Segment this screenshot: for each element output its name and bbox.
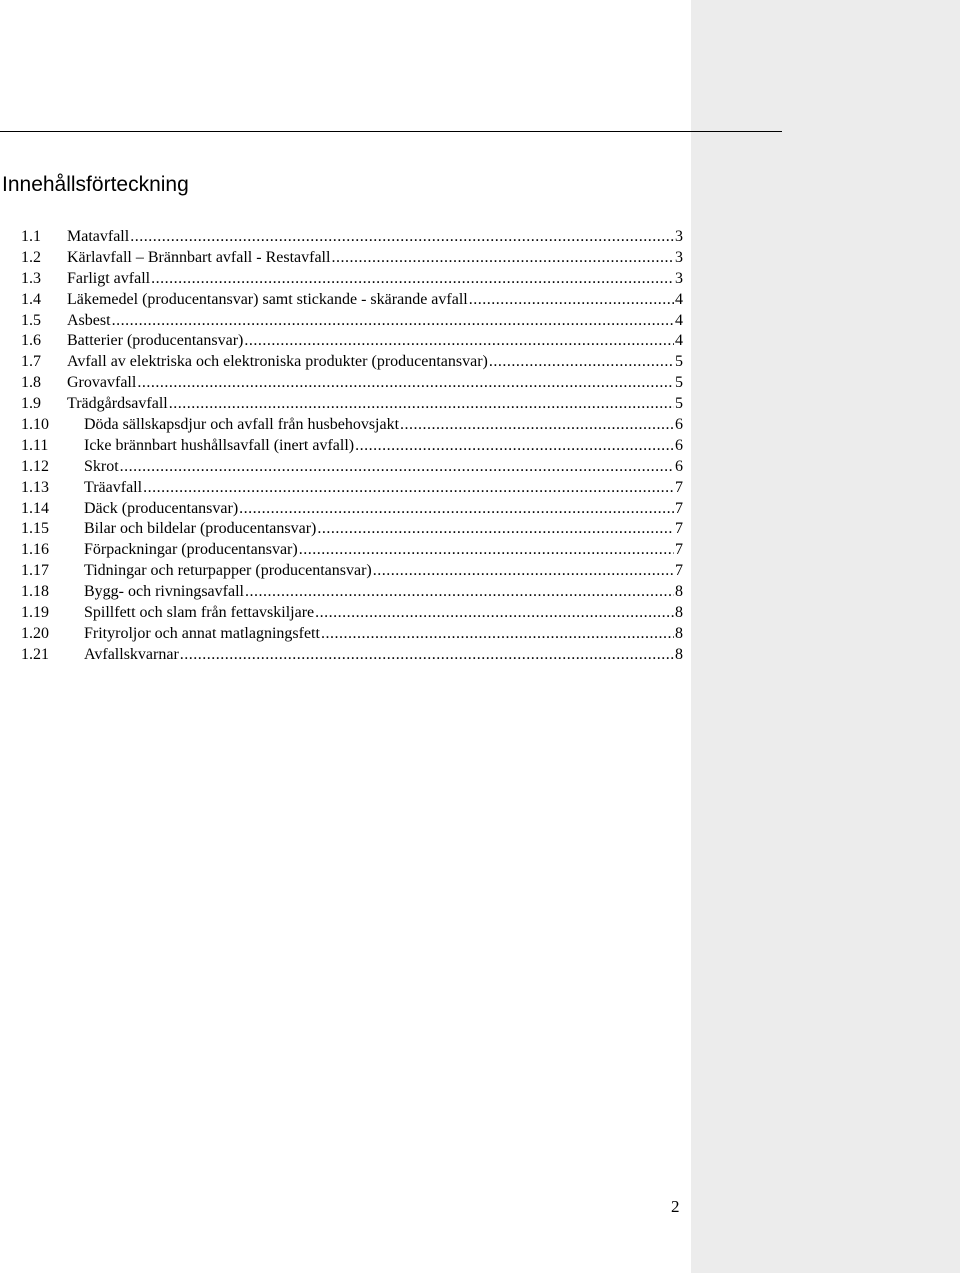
- toc-entry-body: [67, 248, 683, 269]
- toc-entry-number: 1.15: [21, 520, 49, 538]
- toc-entry-title[interactable]: Asbest: [67, 311, 111, 329]
- toc-dot-leader: [355, 436, 674, 457]
- toc-entry-number: 1.7: [21, 353, 41, 371]
- toc-entry-page: 5: [675, 395, 683, 413]
- toc-entry[interactable]: [21, 352, 683, 373]
- comment-margin-pane: [691, 0, 960, 1273]
- toc-entry-page: 4: [675, 290, 683, 308]
- toc-entry-page: 8: [675, 624, 683, 642]
- toc-entry-number: 1.9: [21, 395, 41, 413]
- toc-entry[interactable]: [21, 227, 683, 248]
- toc-entry[interactable]: [21, 582, 683, 603]
- toc-entry-title[interactable]: Icke brännbart hushållsavfall (inert avfall): [84, 436, 355, 454]
- toc-dot-leader: [130, 227, 674, 248]
- toc-entry-page: 6: [675, 457, 683, 475]
- toc-entry[interactable]: [21, 478, 683, 499]
- toc-dot-leader: [169, 394, 674, 415]
- toc-entry-body: [84, 624, 683, 645]
- toc-entry-title[interactable]: Kärlavfall – Brännbart avfall - Restavfall: [67, 248, 331, 266]
- toc-entry[interactable]: [21, 248, 683, 269]
- toc-entry[interactable]: [21, 415, 683, 436]
- toc-entry-body: [84, 540, 683, 561]
- toc-entry-number: 1.16: [21, 541, 49, 559]
- toc-entry-number: 1.19: [21, 604, 49, 622]
- toc-entry-page: 5: [675, 353, 683, 371]
- toc-entry-page: 7: [675, 478, 683, 496]
- toc-entry-page: 8: [675, 583, 683, 601]
- toc-entry-body: [67, 290, 683, 311]
- toc-entry-title[interactable]: Skrot: [84, 457, 119, 475]
- toc-entry-number: 1.21: [21, 645, 49, 663]
- toc-entry-title[interactable]: Frityroljor och annat matlagningsfett: [84, 624, 320, 642]
- toc-entry-page: 3: [675, 269, 683, 287]
- toc-dot-leader: [373, 561, 674, 582]
- toc-entry-body: [84, 561, 683, 582]
- toc-entry-body: [67, 227, 683, 248]
- toc-entry-body: [67, 311, 683, 332]
- toc-entry-number: 1.13: [21, 478, 49, 496]
- toc-entry-title[interactable]: Däck (producentansvar): [84, 499, 239, 517]
- toc-entry[interactable]: [21, 394, 683, 415]
- toc-dot-leader: [239, 499, 674, 520]
- toc-entry-title[interactable]: Spillfett och slam från fettavskiljare: [84, 604, 315, 622]
- toc-entry-title[interactable]: Grovavfall: [67, 374, 137, 392]
- toc-entry-title[interactable]: Träavfall: [84, 478, 143, 496]
- toc-entry[interactable]: [21, 457, 683, 478]
- toc-entry-body: [67, 331, 683, 352]
- toc-entry-page: 7: [675, 562, 683, 580]
- toc-entry-number: 1.20: [21, 624, 49, 642]
- toc-entry-title[interactable]: Trädgårdsavfall: [67, 395, 168, 413]
- toc-entry-body: [84, 478, 683, 499]
- toc-entry-page: 6: [675, 436, 683, 454]
- toc-entry-number: 1.14: [21, 499, 49, 517]
- toc-dot-leader: [112, 311, 674, 332]
- toc-dot-leader: [321, 624, 674, 645]
- toc-entry-number: 1.1: [21, 228, 41, 245]
- toc-entry[interactable]: [21, 311, 683, 332]
- toc-dot-leader: [180, 645, 674, 666]
- toc-entry-number: 1.6: [21, 332, 41, 350]
- toc-entry-page: 4: [675, 332, 683, 350]
- toc-entry-body: [84, 436, 683, 457]
- header-rule: [0, 131, 782, 132]
- toc-entry-title[interactable]: Avfallskvarnar: [84, 645, 179, 663]
- toc-entry-number: 1.2: [21, 248, 41, 266]
- toc-entry[interactable]: [21, 269, 683, 290]
- page-number: 2: [671, 1197, 680, 1216]
- toc-entry-body: [84, 499, 683, 520]
- toc-dot-leader: [317, 519, 674, 540]
- toc-entry-page: 6: [675, 416, 683, 434]
- toc-entry[interactable]: [21, 436, 683, 457]
- toc-entry-title[interactable]: Bygg- och rivningsavfall: [84, 583, 244, 601]
- toc-entry[interactable]: [21, 519, 683, 540]
- toc-entry[interactable]: [21, 540, 683, 561]
- toc-entry-title[interactable]: Bilar och bildelar (producentansvar): [84, 520, 317, 538]
- toc-dot-leader: [143, 478, 674, 499]
- toc-entry-page: 7: [675, 520, 683, 538]
- toc-entry-title[interactable]: Tidningar och returpapper (producentansvar): [84, 562, 372, 580]
- toc-entry[interactable]: [21, 645, 683, 666]
- toc-entry-number: 1.17: [21, 562, 49, 580]
- toc-entry-title[interactable]: Avfall av elektriska och elektroniska produkter (producentansvar): [67, 353, 488, 371]
- toc-entry-number: 1.4: [21, 290, 41, 308]
- toc-title: Innehållsförteckning: [2, 173, 189, 196]
- toc-entry-page: 4: [675, 311, 683, 329]
- toc-entry-title[interactable]: Batterier (producentansvar): [67, 332, 244, 350]
- toc-entry-page: 8: [675, 645, 683, 663]
- toc-entry-page: 5: [675, 374, 683, 392]
- toc-entry[interactable]: [21, 561, 683, 582]
- toc-entry-body: [84, 645, 683, 666]
- toc-entry-page: 3: [675, 228, 683, 245]
- toc-entry-number: 1.11: [21, 436, 49, 454]
- toc-entry-number: 1.3: [21, 269, 41, 287]
- toc-dot-leader: [315, 603, 674, 624]
- toc-dot-leader: [299, 540, 674, 561]
- toc-entry-title[interactable]: Förpackningar (producentansvar): [84, 541, 298, 559]
- toc-entry-title[interactable]: Läkemedel (producentansvar) samt stickande - skärande avfall: [67, 290, 468, 308]
- toc-entry-number: 1.12: [21, 457, 49, 475]
- toc-dot-leader: [151, 269, 674, 290]
- toc-entry-number: 1.8: [21, 374, 41, 392]
- toc-entry-body: [67, 352, 683, 373]
- toc-dot-leader: [137, 373, 674, 394]
- toc-entry-body: [84, 519, 683, 540]
- toc-entry-body: [84, 457, 683, 478]
- toc-dot-leader: [331, 248, 674, 269]
- toc-entry[interactable]: [21, 603, 683, 624]
- toc-entry-body: [67, 394, 683, 415]
- toc-entry-page: 8: [675, 604, 683, 622]
- toc-dot-leader: [469, 290, 674, 311]
- toc-entry[interactable]: [21, 373, 683, 394]
- toc-entry-number: 1.18: [21, 583, 49, 601]
- toc-entry[interactable]: [21, 290, 683, 311]
- toc-entry-body: [84, 603, 683, 624]
- toc-entry-number: 1.5: [21, 311, 41, 329]
- toc-entry-page: 3: [675, 248, 683, 266]
- toc-entry-body: [67, 373, 683, 394]
- toc-dot-leader: [489, 352, 674, 373]
- toc-entry-number: 1.10: [21, 416, 49, 434]
- toc-entry[interactable]: [21, 499, 683, 520]
- toc-entry-body: [67, 269, 683, 290]
- toc-entry-page: 7: [675, 499, 683, 517]
- toc-dot-leader: [120, 457, 674, 478]
- toc-entry-title[interactable]: Farligt avfall: [67, 269, 151, 287]
- toc-entry-title[interactable]: Matavfall: [67, 228, 130, 245]
- toc-entry-body: [84, 582, 683, 603]
- toc-dot-leader: [244, 331, 674, 352]
- toc-dot-leader: [400, 415, 674, 436]
- toc-entry-body: [84, 415, 683, 436]
- toc-entry[interactable]: [21, 331, 683, 352]
- toc-dot-leader: [245, 582, 674, 603]
- table-of-contents: [21, 227, 683, 666]
- toc-entry-page: 7: [675, 541, 683, 559]
- toc-entry-title[interactable]: Döda sällskapsdjur och avfall från husbehovsjakt: [84, 416, 400, 434]
- toc-entry[interactable]: [21, 624, 683, 645]
